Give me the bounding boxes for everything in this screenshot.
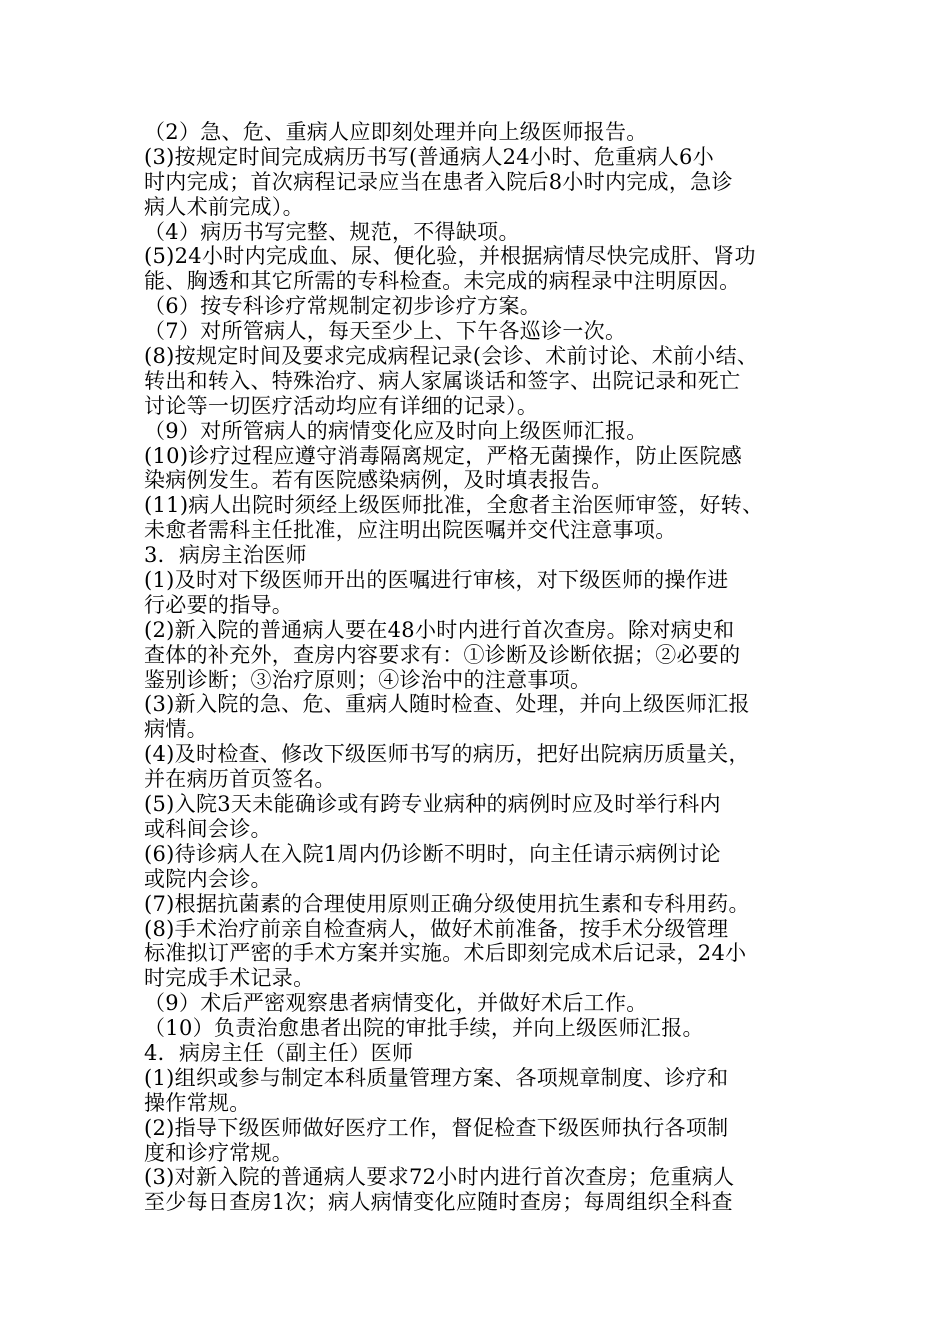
text-line: (1)组织或参与制定本科质量管理方案、各项规章制度、诊疗和 bbox=[144, 1065, 729, 1090]
text-line: (1)及时对下级医师开出的医嘱进行审核，对下级医师的操作进 bbox=[144, 568, 729, 593]
text-line: 鉴别诊断；③治疗原则；④诊治中的注意事项。 bbox=[144, 667, 592, 692]
text-line: 时内完成；首次病程记录应当在患者入院后8小时内完成，急诊 bbox=[144, 169, 733, 194]
text-line: (4)及时检查、修改下级医师书写的病历，把好出院病历质量关， bbox=[144, 742, 750, 767]
text-line: 时完成手术记录。 bbox=[144, 966, 315, 991]
text-line: （9）对所管病人的病情变化应及时向上级医师汇报。 bbox=[144, 418, 648, 443]
text-line: 未愈者需科主任批准，应注明出院医嘱并交代注意事项。 bbox=[144, 518, 677, 543]
section-heading: 3．病房主治医师 bbox=[144, 543, 307, 568]
text-line: (3)新入院的急、危、重病人随时检查、处理，并向上级医师汇报 bbox=[144, 692, 750, 717]
text-line: 转出和转入、特殊治疗、病人家属谈话和签字、出院记录和死亡 bbox=[144, 368, 741, 393]
text-line: 至少每日查房1次；病人病情变化应随时查房；每周组织全科查 bbox=[144, 1190, 733, 1215]
text-line: 病情。 bbox=[144, 717, 208, 742]
text-line: (8)手术治疗前亲自检查病人，做好术前准备，按手术分级管理 bbox=[144, 916, 729, 941]
text-line: (5)入院3天未能确诊或有跨专业病种的病例时应及时举行科内 bbox=[144, 792, 721, 817]
text-line: (5)24小时内完成血、尿、便化验，并根据病情尽快完成肝、肾功 bbox=[144, 244, 756, 269]
text-line: 并在病历首页签名。 bbox=[144, 767, 336, 792]
text-line: 讨论等一切医疗活动均应有详细的记录）。 bbox=[144, 393, 539, 418]
text-line: （4）病历书写完整、规范，不得缺项。 bbox=[144, 219, 520, 244]
text-line: 或科间会诊。 bbox=[144, 816, 272, 841]
text-line: (2)指导下级医师做好医疗工作，督促检查下级医师执行各项制 bbox=[144, 1115, 729, 1140]
text-line: (10)诊疗过程应遵守消毒隔离规定，严格无菌操作，防止医院感 bbox=[144, 443, 743, 468]
text-line: (11)病人出院时须经上级医师批准，全愈者主治医师审签，好转、 bbox=[144, 493, 764, 518]
text-line: 度和诊疗常规。 bbox=[144, 1140, 294, 1165]
text-line: (3)按规定时间完成病历书写(普通病人24小时、危重病人6小 bbox=[144, 144, 715, 169]
section-heading: 4．病房主任（副主任）医师 bbox=[144, 1040, 414, 1065]
text-line: 查体的补充外，查房内容要求有：①诊断及诊断依据；②必要的 bbox=[144, 642, 741, 667]
text-line: （9）术后严密观察患者病情变化，并做好术后工作。 bbox=[144, 991, 648, 1016]
text-line: 能、胸透和其它所需的专科检查。未完成的病程录中注明原因。 bbox=[144, 269, 741, 294]
text-line: （2）急、危、重病人应即刻处理并向上级医师报告。 bbox=[144, 120, 648, 144]
text-line: (3)对新入院的普通病人要求72小时内进行首次查房；危重病人 bbox=[144, 1165, 735, 1190]
text-line: （7）对所管病人，每天至少上、下午各巡诊一次。 bbox=[144, 319, 627, 344]
text-line: （6）按专科诊疗常规制定初步诊疗方案。 bbox=[144, 294, 542, 319]
text-line: （10）负责治愈患者出院的审批手续，并向上级医师汇报。 bbox=[144, 1016, 704, 1041]
text-line: 操作常规。 bbox=[144, 1090, 251, 1115]
document-body bbox=[144, 120, 824, 1215]
text-line: 行必要的指导。 bbox=[144, 592, 294, 617]
text-line: (2)新入院的普通病人要在48小时内进行首次查房。除对病史和 bbox=[144, 617, 735, 642]
text-line: (6)待诊病人在入院1周内仍诊断不明时，向主任请示病例讨论 bbox=[144, 841, 721, 866]
text-line: (7)根据抗菌素的合理使用原则正确分级使用抗生素和专科用药。 bbox=[144, 891, 750, 916]
text-line: 或院内会诊。 bbox=[144, 866, 272, 891]
text-line: 病人术前完成）。 bbox=[144, 194, 304, 219]
text-line: (8)按规定时间及要求完成病程记录(会诊、术前讨论、术前小结、 bbox=[144, 344, 759, 369]
text-line: 染病例发生。若有医院感染病例，及时填表报告。 bbox=[144, 468, 613, 493]
text-line: 标准拟订严密的手术方案并实施。术后即刻完成术后记录，24小 bbox=[144, 941, 747, 966]
